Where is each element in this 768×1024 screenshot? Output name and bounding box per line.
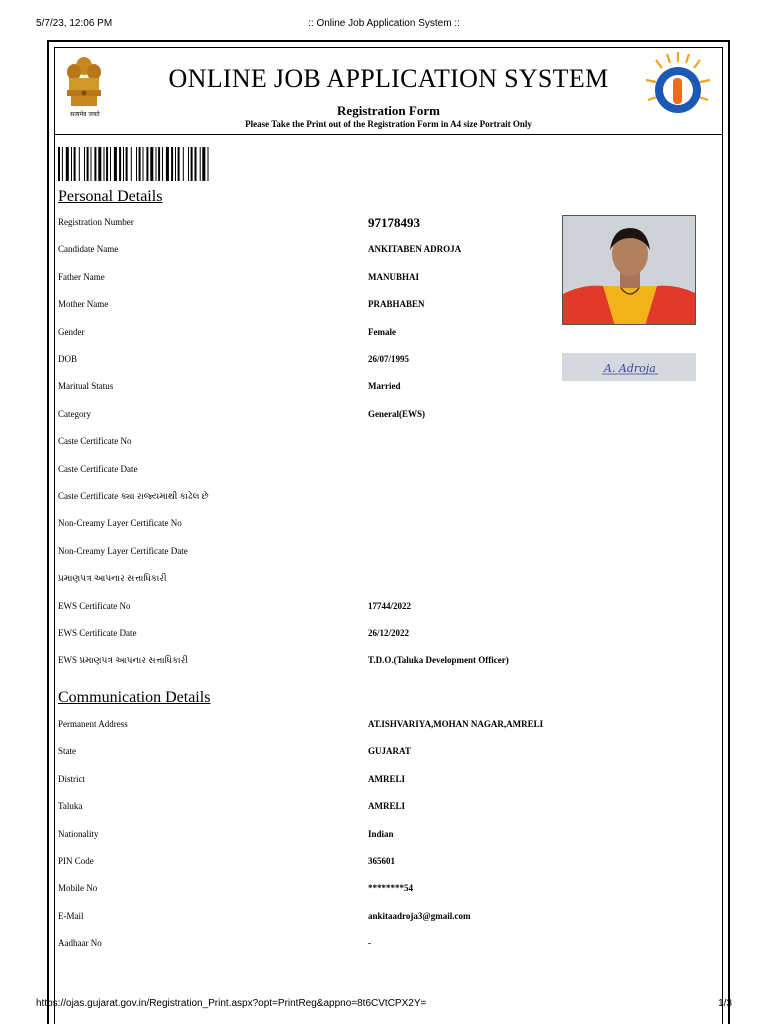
signature-text: A. Adroja — [604, 362, 656, 375]
barcode-bar — [166, 147, 169, 181]
barcode-bar — [71, 147, 72, 181]
barcode-bar — [123, 147, 124, 181]
print-page-title: :: Online Job Application System :: — [308, 18, 460, 29]
barcode-bar — [208, 147, 209, 181]
ojas-sun-logo-icon — [640, 48, 716, 120]
barcode-bar — [126, 147, 128, 181]
personal-details-heading: Personal Details — [58, 188, 163, 205]
detail-label: District — [58, 773, 85, 784]
candidate-photo — [562, 215, 696, 325]
form-header — [55, 48, 722, 135]
barcode-bar — [58, 147, 60, 181]
barcode-bar — [150, 147, 153, 181]
detail-value: 26/07/1995 — [368, 354, 410, 364]
form-inner — [54, 47, 723, 1024]
barcode-bar — [106, 147, 108, 181]
detail-row — [58, 327, 658, 343]
barcode-bar — [84, 147, 85, 181]
barcode-bar — [131, 147, 132, 181]
barcode-bar — [175, 147, 176, 181]
detail-label: Registration Number — [58, 217, 134, 227]
detail-row — [58, 856, 658, 872]
detail-row — [58, 491, 658, 507]
barcode-bar — [162, 147, 163, 181]
emblem-caption: सत्यमेव जयते — [70, 111, 100, 118]
detail-row — [58, 938, 658, 954]
detail-label: Caste Certificate Date — [58, 463, 138, 474]
print-datetime: 5/7/23, 12:06 PM — [36, 18, 113, 29]
detail-label: Mobile No — [58, 883, 98, 894]
detail-row — [58, 601, 658, 617]
barcode-bar — [183, 147, 184, 181]
detail-label: EWS Certificate No — [58, 600, 131, 611]
detail-row — [58, 573, 658, 589]
detail-value: 17744/2022 — [368, 600, 412, 611]
detail-value: 26/12/2022 — [368, 628, 410, 638]
detail-label: Non-Creamy Layer Certificate No — [58, 518, 182, 529]
detail-value: ANKITABEN ADROJA — [368, 244, 462, 255]
barcode-bar — [62, 147, 63, 181]
detail-label: E-Mail — [58, 910, 84, 921]
detail-row — [58, 546, 658, 562]
detail-row — [58, 436, 658, 452]
barcode-bar — [195, 147, 197, 181]
detail-label: Permanent Address — [58, 719, 128, 729]
barcode-bar — [156, 147, 157, 181]
detail-label: Non-Creamy Layer Certificate Date — [58, 545, 188, 556]
detail-label: Taluka — [58, 801, 83, 812]
detail-value: General(EWS) — [368, 408, 425, 419]
detail-row — [58, 829, 658, 845]
detail-value: - — [368, 938, 371, 949]
print-page-count: 1/3 — [718, 998, 732, 1009]
barcode-bar — [191, 147, 193, 181]
barcode-bar — [146, 147, 148, 181]
barcode-bar — [104, 147, 105, 181]
barcode-bar — [79, 147, 80, 181]
detail-value: AMRELI — [368, 773, 406, 784]
detail-value: AMRELI — [368, 801, 406, 812]
form-frame — [47, 40, 730, 1024]
detail-row — [58, 719, 658, 735]
detail-label: EWS પ્રમાણપત્ર આપનાર સત્તાધિકારી — [58, 655, 188, 666]
detail-value: ankitaadroja3@gmail.com — [368, 910, 471, 921]
detail-row — [58, 746, 658, 762]
barcode-bar — [200, 147, 201, 181]
barcode-bar — [114, 147, 117, 181]
detail-label: Maritual Status — [58, 381, 114, 392]
detail-label: Aadhaar No — [58, 938, 102, 949]
form-subtitle: Registration Form — [337, 103, 440, 118]
detail-row — [58, 655, 658, 671]
barcode-bar — [139, 147, 141, 181]
detail-value: Female — [368, 326, 396, 337]
page-title: ONLINE JOB APPLICATION SYSTEM — [168, 64, 609, 93]
detail-row — [58, 883, 658, 899]
barcode-bar — [94, 147, 96, 181]
detail-value: Indian — [368, 828, 394, 839]
detail-value: T.D.O.(Taluka Development Officer) — [368, 655, 509, 666]
print-footer — [36, 998, 732, 1012]
barcode-bar — [74, 147, 76, 181]
barcode-bar — [202, 147, 205, 181]
candidate-signature — [562, 353, 696, 381]
barcode-bar — [91, 147, 92, 181]
detail-value: PRABHABEN — [368, 299, 425, 310]
detail-value: MANUBHAI — [368, 271, 419, 282]
detail-label: Father Name — [58, 271, 105, 282]
detail-label: Gender — [58, 326, 85, 337]
barcode-bar — [136, 147, 137, 181]
detail-row — [58, 801, 658, 817]
detail-row — [58, 628, 658, 644]
detail-row — [58, 464, 658, 480]
detail-label: State — [58, 746, 76, 757]
communication-details-heading: Communication Details — [58, 689, 211, 706]
detail-value: 365601 — [368, 856, 395, 866]
barcode-bar — [66, 147, 69, 181]
barcode-bar — [143, 147, 144, 181]
detail-label: DOB — [58, 354, 78, 364]
detail-row — [58, 911, 658, 927]
detail-label: Mother Name — [58, 299, 109, 310]
detail-label: પ્રમાણપત્ર આપનાર સત્તાધિકારી — [58, 573, 167, 584]
barcode-image — [58, 147, 256, 181]
detail-row — [58, 409, 658, 425]
detail-value: Married — [368, 381, 401, 392]
barcode-bar — [188, 147, 189, 181]
barcode-bar — [158, 147, 160, 181]
print-note: Please Take the Print out of the Registration Form in A4 size Portrait Only — [245, 119, 532, 129]
detail-label: Caste Certificate ક્યા રાજ્યમાથી કાઢેલ છે — [58, 491, 209, 501]
detail-row — [58, 381, 658, 397]
detail-label: Caste Certificate No — [58, 436, 132, 447]
barcode-bar — [110, 147, 111, 181]
detail-value: GUJARAT — [368, 746, 411, 757]
detail-label: Category — [58, 408, 91, 419]
detail-label: Nationality — [58, 828, 99, 839]
barcode-bar — [178, 147, 180, 181]
detail-label: PIN Code — [58, 856, 94, 866]
detail-row — [58, 518, 658, 534]
barcode-bar — [98, 147, 101, 181]
detail-label: EWS Certificate Date — [58, 628, 137, 638]
barcode-bar — [119, 147, 121, 181]
print-url: https://ojas.gujarat.gov.in/Registration_Print.aspx?opt=PrintReg&appno=8t6CVtCPX2Y= — [36, 998, 427, 1009]
detail-label: Candidate Name — [58, 244, 119, 255]
detail-value: 97178493 — [368, 215, 420, 230]
barcode-bar — [171, 147, 173, 181]
detail-row — [58, 774, 658, 790]
detail-value: ********54 — [368, 883, 413, 894]
detail-value: AT.ISHVARIYA,MOHAN NAGAR,AMRELI — [368, 719, 544, 729]
barcode-bar — [87, 147, 89, 181]
print-header — [36, 18, 732, 32]
